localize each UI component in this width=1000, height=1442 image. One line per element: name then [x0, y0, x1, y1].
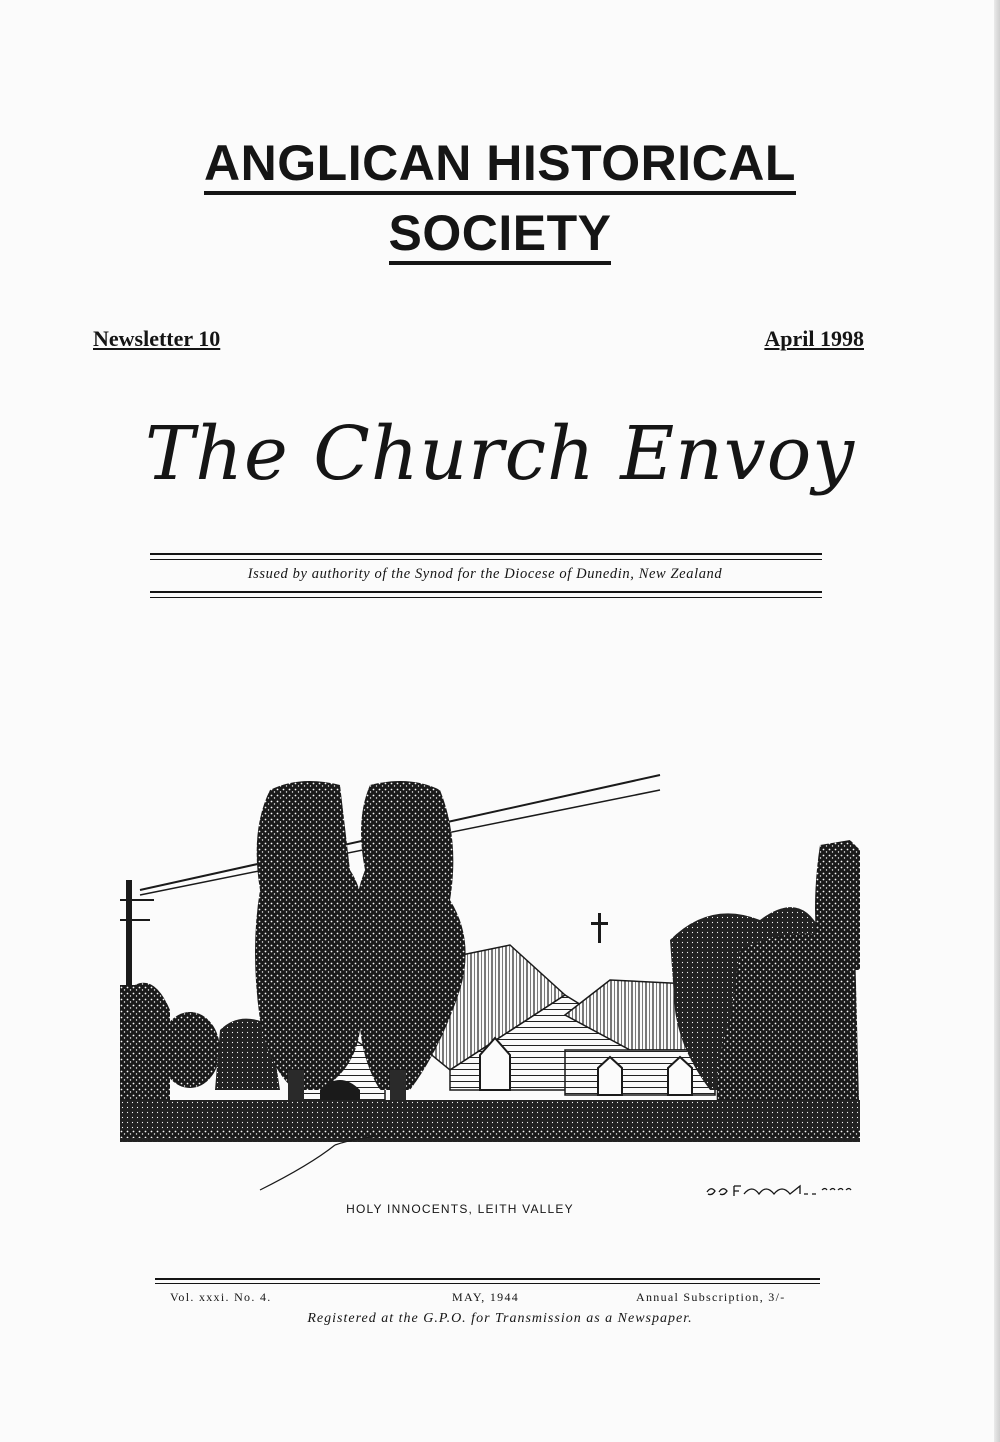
society-title-continued: [0, 205, 1000, 265]
masthead-rule-bottom: [150, 591, 822, 593]
footer-rule-top-thin: [155, 1283, 820, 1284]
footer-registered-note: Registered at the G.P.O. for Transmission as a Newspaper.: [307, 1311, 693, 1326]
masthead-title: The Church Envoy: [144, 411, 856, 497]
newsletter-number: Newsletter 10: [93, 326, 221, 351]
footer-rule-top: [155, 1278, 820, 1280]
footer-volume: Vol. xxxi. No. 4.: [170, 1290, 272, 1304]
society-title: [0, 135, 1000, 195]
society-title-line-2: SOCIETY: [389, 208, 612, 265]
society-title-line-1: ANGLICAN HISTORICAL: [204, 138, 796, 195]
church-illustration: [120, 770, 860, 1200]
masthead-rule-top: [150, 553, 822, 555]
footer-subscription: Annual Subscription, 3/-: [636, 1290, 786, 1304]
artist-signature: [704, 1178, 854, 1202]
footer-date: MAY, 1944: [452, 1290, 520, 1304]
masthead-rule-bottom-thin: [150, 597, 822, 598]
masthead-rule-top-thin: [150, 559, 822, 560]
illustration-caption: HOLY INNOCENTS, LEITH VALLEY: [346, 1202, 574, 1216]
newsletter-date: April 1998: [764, 326, 864, 351]
issued-by-line: Issued by authority of the Synod for the Diocese of Dunedin, New Zealand: [247, 566, 723, 582]
